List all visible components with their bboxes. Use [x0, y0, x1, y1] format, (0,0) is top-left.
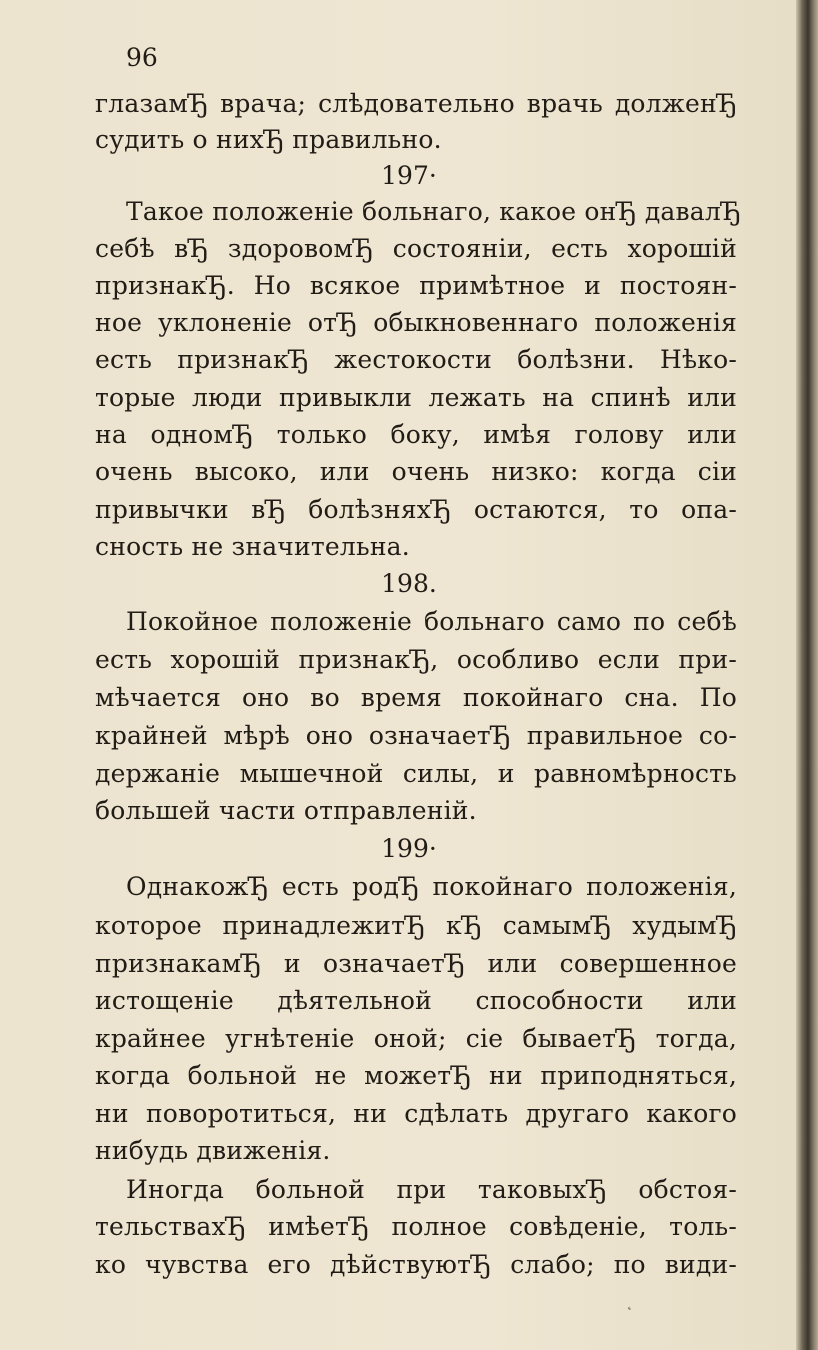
text-line: на одномЂ только боку, имѣя голову или — [95, 420, 737, 449]
text-line: судить о нихЂ правильно. — [95, 125, 442, 154]
text-line: крайнее угнѣтенiе оной; сiе бываетЂ тогда, — [95, 1024, 737, 1053]
text-line: держанiе мышечной силы, и равномѣрность — [95, 759, 737, 788]
section-number: 198. — [381, 569, 437, 598]
text-line: очень высоко, или очень низко: когда сiи — [95, 457, 737, 486]
text-line: Такое положенiе больнаго, какое онЂ давалЂ — [126, 197, 742, 226]
text-line: когда больной не можетЂ ни приподняться, — [95, 1061, 737, 1090]
text-line: Иногда больной при таковыхЂ обстоя- — [126, 1175, 737, 1204]
text-line: признакЂ. Но всякое примѣтное и постоян- — [95, 271, 737, 300]
text-line: нибудь движенiя. — [95, 1136, 331, 1165]
section-number: 197· — [381, 161, 437, 190]
text-line: торые люди привыкли лежать на спинѣ или — [95, 383, 737, 412]
text-line: ко чувства его дѣйствуютЂ слабо; по види- — [95, 1250, 737, 1279]
text-line: крайней мѣрѣ оно означаетЂ правильное со- — [95, 721, 737, 750]
text-line: ное уклоненiе отЂ обыкновеннаго положенiя — [95, 308, 737, 337]
text-line: истощенiе дѣятельной способности или — [95, 986, 737, 1015]
text-line: Покойное положенiе больнаго само по себѣ — [126, 607, 737, 636]
page-number: 96 — [126, 43, 158, 72]
text-line: привычки вЂ болѣзняхЂ остаются, то опа- — [95, 495, 737, 524]
text-line: есть хорошiй признакЂ, особливо если при- — [95, 645, 737, 674]
text-line: мѣчается оно во время покойнаго сна. По — [95, 683, 737, 712]
text-line: себѣ вЂ здоровомЂ состоянiи, есть хорошiй — [95, 234, 737, 263]
text-line: глазамЂ врача; слѣдовательно врачь долженЂ — [95, 89, 737, 118]
text-line: ни поворотиться, ни сдѣлать другаго какого — [95, 1099, 737, 1128]
text-line: тельствахЂ имѣетЂ полное совѣденiе, толь- — [95, 1212, 737, 1241]
section-number: 199· — [381, 834, 437, 863]
book-gutter — [796, 0, 818, 1350]
ink-speck: ˛ — [626, 1295, 633, 1311]
text-line: ОднакожЂ есть родЂ покойнаго положенiя, — [126, 872, 737, 901]
text-line: признакамЂ и означаетЂ или совершенное — [95, 949, 737, 978]
text-line: сность не значительна. — [95, 532, 410, 561]
text-line: которое принадлежитЂ кЂ самымЂ худымЂ — [95, 911, 737, 940]
text-line: большей части отправленiй. — [95, 796, 477, 825]
text-line: есть признакЂ жестокости болѣзни. Нѣко- — [95, 345, 737, 374]
